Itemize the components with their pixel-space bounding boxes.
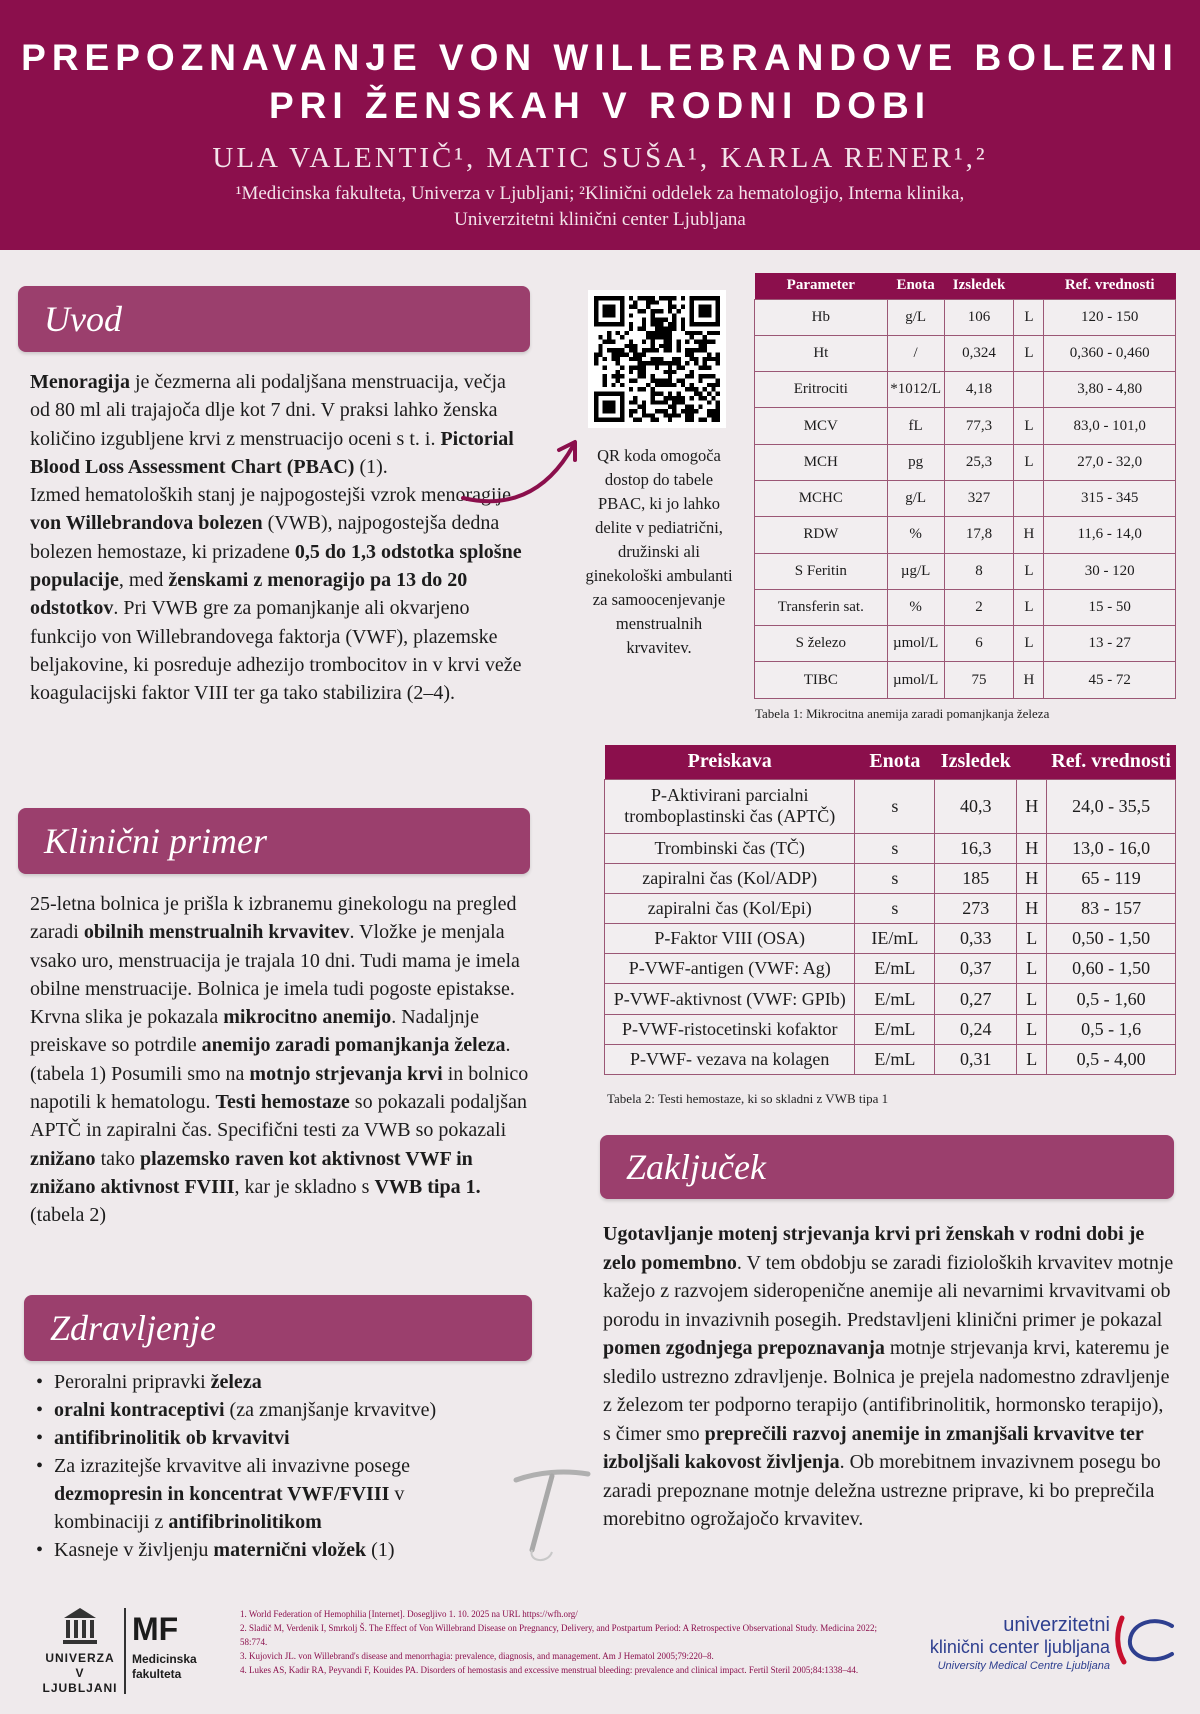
title-line-2: PRI ŽENSKAH V RODNI DOBI xyxy=(268,85,932,126)
table-header-row xyxy=(605,745,1176,779)
table2-caption: Tabela 2: Testi hemostaze, ki so skladni z VWB tipa 1 xyxy=(607,1091,889,1106)
case-text-span: in bolnico napotili k hematologu. xyxy=(30,1062,529,1114)
cell-reference: 0,5 - 1,60 xyxy=(1047,984,1176,1014)
cell-parameter: Hb xyxy=(755,299,888,335)
cell-flag: L xyxy=(1017,954,1047,984)
cell-flag: H xyxy=(1017,779,1047,833)
cell-reference: 120 - 150 xyxy=(1044,299,1176,335)
cell-result: 16,3 xyxy=(935,833,1017,863)
table1-caption: Tabela 1: Mikrocitna anemija zaradi pomanjkanja železa xyxy=(755,706,1050,721)
cell-flag xyxy=(1014,480,1044,516)
cell-unit: s xyxy=(855,893,935,923)
column-header: Enota xyxy=(855,745,935,779)
section-heading-uvod: Uvod xyxy=(18,286,530,352)
cell-result: 2 xyxy=(944,589,1014,625)
table-row xyxy=(755,444,1176,480)
mf-name-line-1: Medicinska xyxy=(132,1652,197,1666)
table-row xyxy=(755,553,1176,589)
cell-parameter: Eritrociti xyxy=(755,372,888,408)
cell-reference: 15 - 50 xyxy=(1044,589,1176,625)
cell-flag: L xyxy=(1014,589,1044,625)
case-text-span: tako xyxy=(95,1147,140,1170)
column-header: Parameter xyxy=(755,273,888,299)
case-text-bold: Testi hemostaze xyxy=(215,1091,350,1114)
cell-unit: pg xyxy=(887,444,944,480)
uvod-text-bold: Pictorial Blood Loss Assessment Chart (PBAC) xyxy=(30,427,514,478)
cell-parameter: TIBC xyxy=(755,662,888,698)
treatment-text-bold: železa xyxy=(210,1371,262,1393)
case-text-span: so pokazali podaljšan APTČ in zapiralni čas. Specifični testi za VWB so pokazali xyxy=(30,1091,527,1142)
cell-test: P-VWF- vezava na kolagen xyxy=(605,1044,855,1074)
table-row xyxy=(755,299,1176,335)
table-row xyxy=(605,954,1176,984)
cell-unit: µg/L xyxy=(887,553,944,589)
cell-flag: L xyxy=(1014,299,1044,335)
list-item xyxy=(34,1368,534,1396)
uvod-text-bold: 0,5 do 1,3 odstotka splošne populacije xyxy=(30,540,522,592)
case-text-bold: motnjo strjevanja krvi xyxy=(249,1062,443,1085)
cell-parameter: Transferin sat. xyxy=(755,589,888,625)
cell-flag: L xyxy=(1014,626,1044,662)
column-header: Enota xyxy=(887,273,944,299)
treatment-text-bold: oralni kontraceptivi xyxy=(54,1399,225,1421)
case-text-bold: plazemsko raven kot aktivnost VWF in znižano aktivnost FVIII xyxy=(30,1147,473,1198)
cell-unit: g/L xyxy=(887,299,944,335)
cell-reference: 45 - 72 xyxy=(1044,662,1176,698)
ukc-logo[interactable] xyxy=(910,1614,1110,1674)
treatment-text-bold: maternični vložek xyxy=(213,1539,367,1561)
cell-result: 17,8 xyxy=(944,517,1014,553)
zakljucek-text xyxy=(603,1220,1175,1534)
table-row xyxy=(605,833,1176,863)
cell-parameter: S železo xyxy=(755,626,888,662)
table-row xyxy=(605,1044,1176,1074)
case-text-bold: VWB tipa 1. xyxy=(374,1175,481,1198)
section-heading-klinicni-primer: Klinični primer xyxy=(18,808,530,874)
cell-unit: % xyxy=(887,517,944,553)
university-building-icon xyxy=(60,1606,100,1646)
uvod-text-span: (1). xyxy=(354,455,388,478)
cell-flag: L xyxy=(1014,408,1044,444)
cell-unit: E/mL xyxy=(855,954,935,984)
treatment-text: Kasneje v življenju xyxy=(54,1539,214,1561)
university-logo[interactable] xyxy=(36,1606,124,1696)
uvod-text-bold: ženskami z menoragijo pa 13 do 20 odstotkov xyxy=(30,569,468,620)
case-text-bold: obilnih menstrualnih krvavitev xyxy=(83,921,350,944)
section-heading-zdravljenje: Zdravljenje xyxy=(24,1295,532,1361)
cell-test: Trombinski čas (TČ) xyxy=(605,833,855,863)
authors: ULA VALENTIČ¹, MATIC SUŠA¹, KARLA RENER¹,² xyxy=(212,142,988,174)
cell-result: 0,31 xyxy=(935,1044,1017,1074)
cell-flag: L xyxy=(1017,984,1047,1014)
cell-reference: 11,6 - 14,0 xyxy=(1044,517,1176,553)
poster-header xyxy=(0,0,1200,250)
column-header xyxy=(1017,745,1047,779)
reference-item: 1. World Federation of Hemophilia [Internet]. Dosegljivo 1. 10. 2025 na URL https://wfh.org/ xyxy=(240,1609,578,1619)
conclusion-text-bold: Ugotavljanje motenj strjevanja krvi pri ženskah v rodni dobi je zelo pomembno xyxy=(603,1223,1145,1274)
table-row xyxy=(755,408,1176,444)
uvod-text-bold: von Willebrandova bolezen xyxy=(30,512,263,535)
cell-result: 0,324 xyxy=(944,335,1014,371)
cell-reference: 13,0 - 16,0 xyxy=(1047,833,1176,863)
conclusion-text-bold: pomen zgodnjega prepoznavanja xyxy=(603,1337,885,1359)
cell-unit: / xyxy=(887,335,944,371)
reference-item: 2. Sladič M, Verdenik I, Smrkolj Š. The Effect of Von Willebrand Disease on Pregnancy, Delivery, and Postpartum Period: A Retrospective Observational Study. Medicina 2022; 58:774. xyxy=(240,1623,878,1647)
table-hemostasis xyxy=(604,745,1176,1075)
cell-flag: H xyxy=(1014,517,1044,553)
list-item xyxy=(34,1396,534,1424)
cell-unit: *1012/L xyxy=(887,372,944,408)
cell-flag: L xyxy=(1017,1044,1047,1074)
case-text-bold: znižano xyxy=(30,1147,96,1170)
treatment-list xyxy=(34,1368,534,1564)
cell-reference: 65 - 119 xyxy=(1047,863,1176,893)
cell-parameter: S Feritin xyxy=(755,553,888,589)
uvod-text-bold: Menoragija xyxy=(30,371,130,393)
cell-unit: µmol/L xyxy=(887,626,944,662)
qr-description: QR koda omogoča dostop do tabele PBAC, ki jo lahko delite v pediatrični, družinski ali ginekološki ambulanti za samoocenjevanje menstrualnih krvavitev. xyxy=(585,446,733,657)
cell-unit: µmol/L xyxy=(887,662,944,698)
cell-reference: 0,5 - 1,6 xyxy=(1047,1014,1176,1044)
cell-flag: H xyxy=(1017,863,1047,893)
treatment-text: v kombinaciji z xyxy=(54,1483,405,1533)
cell-flag: H xyxy=(1017,833,1047,863)
case-text-span: , kar je skladno s xyxy=(234,1175,375,1198)
table-row xyxy=(605,984,1176,1014)
cell-reference: 315 - 345 xyxy=(1044,480,1176,516)
case-text-span: (tabela 2) xyxy=(30,1204,107,1227)
cell-reference: 3,80 - 4,80 xyxy=(1044,372,1176,408)
cell-result: 0,24 xyxy=(935,1014,1017,1044)
cell-reference: 30 - 120 xyxy=(1044,553,1176,589)
cell-test: P-Aktivirani parcialni tromboplastinski čas (APTČ) xyxy=(605,779,855,833)
cell-flag xyxy=(1014,372,1044,408)
cell-parameter: RDW xyxy=(755,517,888,553)
table-row xyxy=(605,1014,1176,1044)
table-row xyxy=(755,480,1176,516)
ukc-name-line-3: University Medical Centre Ljubljana xyxy=(937,1660,1110,1672)
university-name-line-2: V LJUBLJANI xyxy=(42,1666,118,1695)
cell-flag: H xyxy=(1014,662,1044,698)
cell-flag: H xyxy=(1017,893,1047,923)
cell-result: 273 xyxy=(935,893,1017,923)
treatment-text: Peroralni pripravki xyxy=(54,1371,211,1393)
cell-unit: g/L xyxy=(887,480,944,516)
cell-reference: 27,0 - 32,0 xyxy=(1044,444,1176,480)
ukc-name-line-1: univerzitetni xyxy=(1003,1614,1110,1636)
cell-flag: L xyxy=(1017,924,1047,954)
cell-unit: E/mL xyxy=(855,984,935,1014)
cell-result: 8 xyxy=(944,553,1014,589)
treatment-text-bold: antifibrinolitik ob krvavitvi xyxy=(54,1427,290,1449)
treatment-text: (za zmanjšanje krvavitve) xyxy=(224,1399,437,1421)
table-row xyxy=(605,863,1176,893)
conclusion-text: . V tem obdobju se zaradi fizioloških krvavitev motnje kažejo z razvojem sideropenične anemije ali nevarnimi krvavitvami ob porodu in invazivnih posegih. Predstavljeni klinični primer je pokazal xyxy=(603,1251,1174,1331)
cell-reference: 0,360 - 0,460 xyxy=(1044,335,1176,371)
column-header: Ref. vrednosti xyxy=(1047,745,1176,779)
cell-reference: 0,50 - 1,50 xyxy=(1047,924,1176,954)
cell-flag: L xyxy=(1014,335,1044,371)
cell-result: 106 xyxy=(944,299,1014,335)
uvod-text-span: . Pri VWB gre za pomanjkanje ali okvarjeno funkcijo von Willebrandovega faktorja (VWF), plazemske beljakovine, ki posreduje adhezijo trombocitov in v krvi veže koagulacijski faktor VIII ter ga tako stabilizira (2–4). xyxy=(30,597,522,705)
mf-logo-mark: MF xyxy=(132,1611,179,1647)
reference-item: 3. Kujovich JL. von Willebrand's disease and menorrhagia: prevalence, diagnosis, and management. Am J Hematol 2005;79:220–8. xyxy=(240,1651,714,1661)
cell-test: zapiralni čas (Kol/Epi) xyxy=(605,893,855,923)
cell-result: 77,3 xyxy=(944,408,1014,444)
cell-reference: 83,0 - 101,0 xyxy=(1044,408,1176,444)
table-row xyxy=(755,626,1176,662)
case-text-span: . Nadaljnje preiskave so potrdile xyxy=(30,1006,479,1057)
cell-reference: 0,5 - 4,00 xyxy=(1047,1044,1176,1074)
cell-flag: L xyxy=(1017,1014,1047,1044)
klinicni-primer-text xyxy=(30,890,530,1230)
ukc-name-line-2: klinični center ljubljana xyxy=(929,1637,1110,1657)
cell-result: 75 xyxy=(944,662,1014,698)
iud-icon xyxy=(508,1466,594,1570)
cell-result: 6 xyxy=(944,626,1014,662)
cell-reference: 24,0 - 35,5 xyxy=(1047,779,1176,833)
curved-arrow-icon xyxy=(455,436,585,512)
table-row xyxy=(755,589,1176,625)
uvod-text-span: (VWB), najpogostejša dedna bolezen hemostaze, ki prizadene xyxy=(30,512,500,563)
case-text-span: . Vložke je menjala vsako uro, menstruacija je trajala 10 dni. Tudi mama je imela obilne menstruacije. Bolnica je imela tudi pogoste epistakse. Krvna slika je pokazala xyxy=(30,921,520,1029)
table-row xyxy=(605,893,1176,923)
column-header: Izsledek xyxy=(935,745,1017,779)
table-row xyxy=(605,779,1176,833)
cell-unit: E/mL xyxy=(855,1044,935,1074)
column-header: Ref. vrednosti xyxy=(1044,273,1176,299)
cell-unit: s xyxy=(855,779,935,833)
table-row xyxy=(755,335,1176,371)
table-row xyxy=(605,924,1176,954)
cell-flag: L xyxy=(1014,553,1044,589)
conclusion-text-bold: preprečili razvoj anemije in zmanjšali krvavitve ter izboljšali kakovost življenja xyxy=(603,1422,1144,1473)
treatment-text: Za izrazitejše krvavitve ali invazivne posege xyxy=(54,1455,410,1477)
cell-result: 185 xyxy=(935,863,1017,893)
case-text-span: 25-letna bolnica je prišla k izbranemu ginekologu na pregled zaradi xyxy=(30,893,517,944)
ukc-logo-icon xyxy=(1112,1612,1176,1668)
cell-flag: L xyxy=(1014,444,1044,480)
uvod-text-span: je čezmerna ali podaljšana menstruacija, večja od 80 ml ali trajajoča dlje kot 7 dni. V praksi lahko ženska količino izgubljene krvi z menstruacijo oceni s t. i. xyxy=(30,371,506,450)
cell-test: zapiralni čas (Kol/ADP) xyxy=(605,863,855,893)
treatment-text-bold: antifibrinolitikom xyxy=(168,1511,322,1533)
cell-test: P-VWF-ristocetinski kofaktor xyxy=(605,1014,855,1044)
affiliations xyxy=(0,181,1200,233)
cell-parameter: MCV xyxy=(755,408,888,444)
cell-test: P-VWF-aktivnost (VWF: GPIb) xyxy=(605,984,855,1014)
cell-result: 0,27 xyxy=(935,984,1017,1014)
references xyxy=(240,1607,880,1677)
list-item xyxy=(34,1452,474,1536)
case-text-span: . (tabela 1) Posumili smo na xyxy=(30,1034,511,1085)
list-item xyxy=(34,1536,534,1564)
uvod-text xyxy=(30,368,530,708)
cell-result: 40,3 xyxy=(935,779,1017,833)
treatment-text: (1) xyxy=(366,1539,395,1561)
table-row xyxy=(755,517,1176,553)
treatment-text-bold: dezmopresin in koncentrat VWF/FVIII xyxy=(54,1483,390,1505)
title-line-1: PREPOZNAVANJE VON WILLEBRANDOVE BOLEZNI xyxy=(21,37,1179,78)
table-header-row xyxy=(755,273,1176,299)
conclusion-text: . Ob morebitnem invazivnem posegu bo zaradi prepoznane motnje deležna ustrezne priprave, ki bo preprečila morebitno ogrožajočo krvavitev. xyxy=(603,1451,1161,1530)
table-blood-count xyxy=(754,273,1176,699)
cell-unit: % xyxy=(887,589,944,625)
cell-unit: s xyxy=(855,863,935,893)
conclusion-text: motnje strjevanja krvi, kateremu je sledilo ustrezno zdravljenje. Bolnica je prejela nadomestno zdravljenje z železom ter podporno terapijo (antifibrinolitik, hormonsko terapijo), s čimer smo xyxy=(603,1337,1170,1445)
cell-parameter: MCH xyxy=(755,444,888,480)
cell-unit: E/mL xyxy=(855,1014,935,1044)
cell-unit: s xyxy=(855,833,935,863)
column-header: Izsledek xyxy=(944,273,1014,299)
logo-divider xyxy=(124,1608,126,1694)
poster-title xyxy=(0,0,1200,130)
cell-unit: IE/mL xyxy=(855,924,935,954)
cell-result: 0,37 xyxy=(935,954,1017,984)
section-heading-zakljucek: Zaključek xyxy=(600,1135,1174,1199)
column-header: Preiskava xyxy=(605,745,855,779)
qr-code-icon[interactable] xyxy=(588,290,726,428)
case-text-bold: mikrocitno anemijo xyxy=(223,1006,392,1029)
mf-name-line-2: fakulteta xyxy=(132,1667,182,1681)
cell-test: P-Faktor VIII (OSA) xyxy=(605,924,855,954)
university-name-line-1: UNIVERZA xyxy=(45,1651,115,1665)
uvod-text-span: , med xyxy=(118,569,169,592)
cell-unit: fL xyxy=(887,408,944,444)
case-text-bold: anemijo zaradi pomanjkanja železa xyxy=(201,1034,506,1057)
cell-reference: 0,60 - 1,50 xyxy=(1047,954,1176,984)
cell-reference: 83 - 157 xyxy=(1047,893,1176,923)
table-row xyxy=(755,372,1176,408)
cell-parameter: MCHC xyxy=(755,480,888,516)
list-item xyxy=(34,1424,534,1452)
cell-result: 327 xyxy=(944,480,1014,516)
cell-result: 0,33 xyxy=(935,924,1017,954)
cell-reference: 13 - 27 xyxy=(1044,626,1176,662)
reference-item: 4. Lukes AS, Kadir RA, Peyvandi F, Kouides PA. Disorders of hemostasis and excessive menstrual bleeding: prevalence and clinical impact. Fertil Steril 2005;84:1338–44. xyxy=(240,1665,859,1675)
table-row xyxy=(755,662,1176,698)
cell-result: 25,3 xyxy=(944,444,1014,480)
cell-test: P-VWF-antigen (VWF: Ag) xyxy=(605,954,855,984)
cell-result: 4,18 xyxy=(944,372,1014,408)
affiliation-line-2: Univerzitetni klinični center Ljubljana xyxy=(454,209,746,230)
column-header xyxy=(1014,273,1044,299)
cell-parameter: Ht xyxy=(755,335,888,371)
affiliation-line-1: ¹Medicinska fakulteta, Univerza v Ljubljani; ²Klinični oddelek za hematologijo, Interna klinika, xyxy=(235,183,965,204)
uvod-text-span: Izmed hematoloških stanj je najpogostejši vzrok menoragije xyxy=(30,484,511,507)
qr-code-graphic xyxy=(594,296,720,422)
mf-logo[interactable] xyxy=(132,1612,197,1682)
